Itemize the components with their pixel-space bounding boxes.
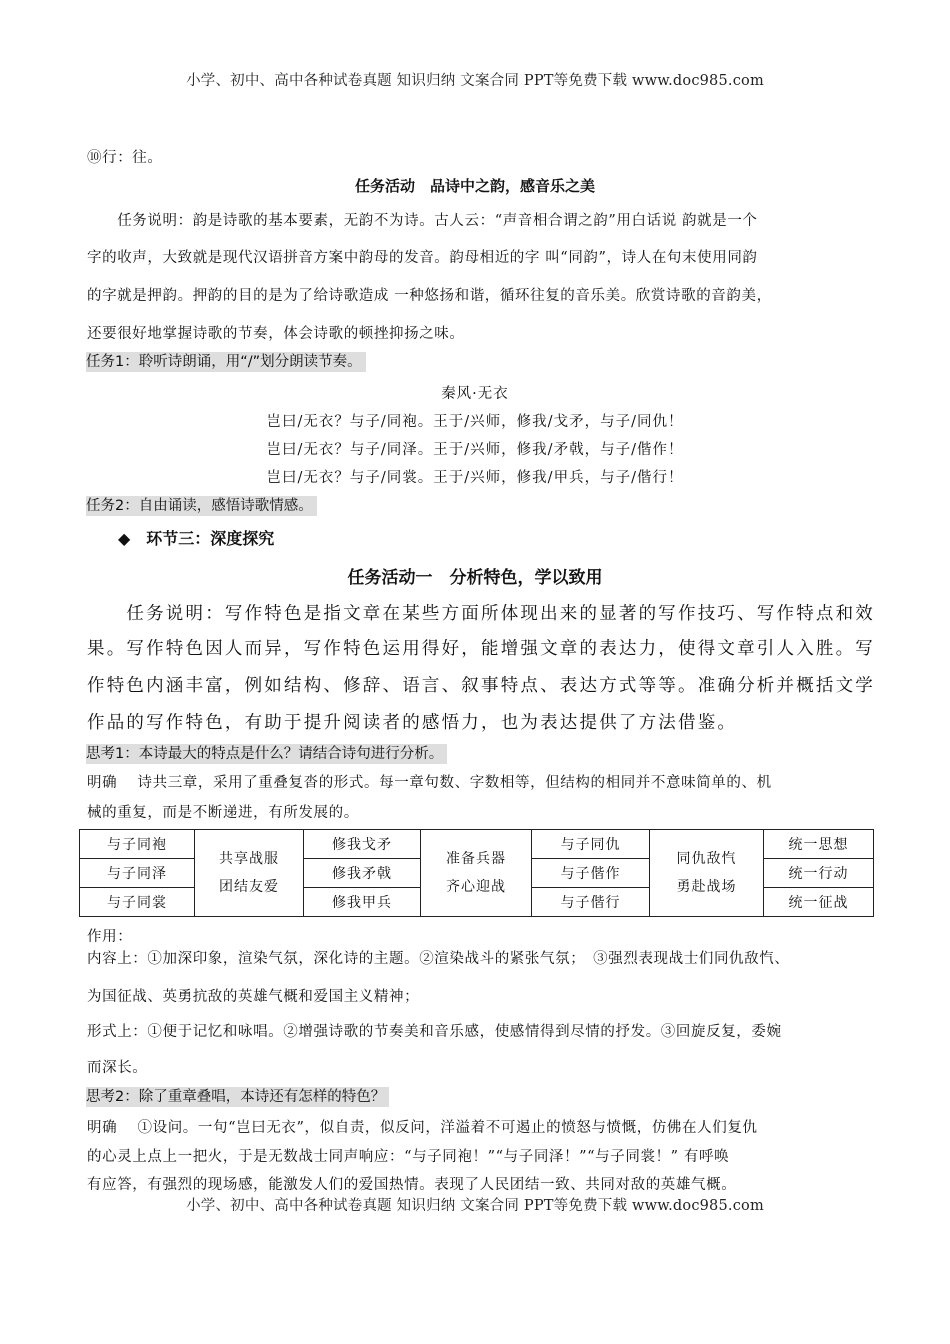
cell-line: 共享战服 [219,851,279,867]
table-cell: 统一思想 [764,830,874,859]
table-cell: 与子同裳 [80,888,195,917]
cell-line: 勇赴战场 [676,879,737,895]
answer-1-line: 械的重复，而是不断递进，有所发展的。 [87,805,359,821]
table-cell-merged [421,830,532,917]
answer-2-line: 的心灵上点上一把火，于是无数战士同声响应：“与子同袍！”“与子同泽！”“与子同裳！” 有呼唤 [87,1149,730,1165]
table-cell: 修我甲兵 [304,888,421,917]
think-2-text: 思考2：除了重章叠唱，本诗还有怎样的特色？ [86,1087,389,1107]
table-cell: 统一行动 [764,859,874,888]
answer-2-line: 有应答，有强烈的现场感，能激发人们的爱国热情。表现了人民团结一致、共同对敌的英雄气概。 [87,1177,737,1193]
cell-line: 齐心迎战 [446,879,506,895]
table-cell: 与子偕作 [532,859,650,888]
table-cell-merged [195,830,304,917]
answer-1-line: 明确 诗共三章，采用了重叠复沓的形式。每一章句数、字数相等，但结构的相同并不意味简单的、机 [87,775,772,791]
activity-title: 任务活动 品诗中之韵，感音乐之美 [354,177,595,195]
page-header: 小学、初中、高中各种试卷真题 知识归纳 文案合同 PPT等免费下载 www.doc985.com [186,73,764,89]
content-effect-line: 为国征战、英勇抗敌的英雄气概和爱国主义精神； [87,989,420,1005]
answer-2-line: 明确 ①设问。一句“岂曰无衣”，似自责，似反问，洋溢着不可遏止的愤怒与愤慨，仿佛在人们复仇 [87,1120,758,1136]
poem-line: 岂曰/无衣？与子/同裳。王于/兴师，修我/甲兵，与子/偕行！ [266,470,684,486]
writing-intro-line: 作品的写作特色，有助于提升阅读者的感悟力，也为表达提供了方法借鉴。 [87,713,738,733]
think-2 [86,1085,389,1106]
task-intro-line: 的字就是押韵。押韵的目的是为了给诗歌造成 一种悠扬和谐，循环往复的音乐美。欣赏诗歌的音韵美， [87,288,772,304]
task-1 [86,350,366,371]
form-effect-line: 形式上：①便于记忆和咏唱。②增强诗歌的节奏美和音乐感，使感情得到尽情的抒发。③回旋反复，委婉 [87,1024,782,1040]
table-cell: 与子同仇 [532,830,650,859]
writing-intro-line: 作特色内涵丰富，例如结构、修辞、语言、叙事特点、表达方式等等。准确分析并概括文学 [87,676,875,696]
form-effect-line: 而深长。 [87,1060,148,1076]
poem-title: 秦风·无衣 [441,386,509,402]
think-1-text: 思考1：本诗最大的特点是什么？请结合诗句进行分析。 [86,744,447,764]
task-2-text: 任务2：自由诵读，感悟诗歌情感。 [86,496,317,516]
repetition-table [79,829,874,917]
activity-1-title: 任务活动一 分析特色，学以致用 [347,568,603,588]
cell-line: 团结友爱 [219,879,279,895]
table-cell: 修我戈矛 [304,830,421,859]
page-footer: 小学、初中、高中各种试卷真题 知识归纳 文案合同 PPT等免费下载 www.doc985.com [186,1198,764,1214]
task-intro-line: 字的收声，大致就是现代汉语拼音方案中韵母的发音。韵母相近的字 叫“同韵”，诗人在句末使用同韵 [87,250,758,266]
table-cell-merged [650,830,764,917]
task-intro-line: 还要很好地掌握诗歌的节奏，体会诗歌的顿挫抑扬之味。 [87,326,465,342]
cell-line: 准备兵器 [446,851,506,867]
section-3-heading: ◆ 环节三：深度探究 [118,529,275,548]
effect-label: 作用： [87,929,133,945]
task-2 [86,494,317,515]
footnote-10: ⑩行：往。 [87,150,163,166]
content-effect-line: 内容上：①加深印象，渲染气氛，深化诗的主题。②渲染战斗的紧张气氛； ③强烈表现战士们同仇敌忾、 [87,951,790,967]
table-cell: 与子同泽 [80,859,195,888]
poem-line: 岂曰/无衣？与子/同袍。王于/兴师，修我/戈矛，与子/同仇！ [266,414,684,430]
writing-intro-line: 果。写作特色因人而异，写作特色运用得好，能增强文章的表达力，使得文章引人入胜。写 [87,639,875,659]
poem-line: 岂曰/无衣？与子/同泽。王于/兴师，修我/矛戟，与子/偕作！ [266,442,684,458]
cell-line: 同仇敌忾 [676,851,737,867]
table-cell: 修我矛戟 [304,859,421,888]
table-cell: 与子偕行 [532,888,650,917]
table-cell: 统一征战 [764,888,874,917]
task-1-text: 任务1：聆听诗朗诵，用“/”划分朗读节奏。 [86,352,366,372]
table-cell: 与子同袍 [80,830,195,859]
task-intro-line: 任务说明：韵是诗歌的基本要素，无韵不为诗。古人云：“声音相合谓之韵”用白话说 韵就是一个 [87,213,758,229]
table-row [80,830,874,859]
think-1 [86,742,447,763]
writing-intro-line: 任务说明：写作特色是指文章在某些方面所体现出来的显著的写作技巧、写作特点和效 [87,604,875,624]
